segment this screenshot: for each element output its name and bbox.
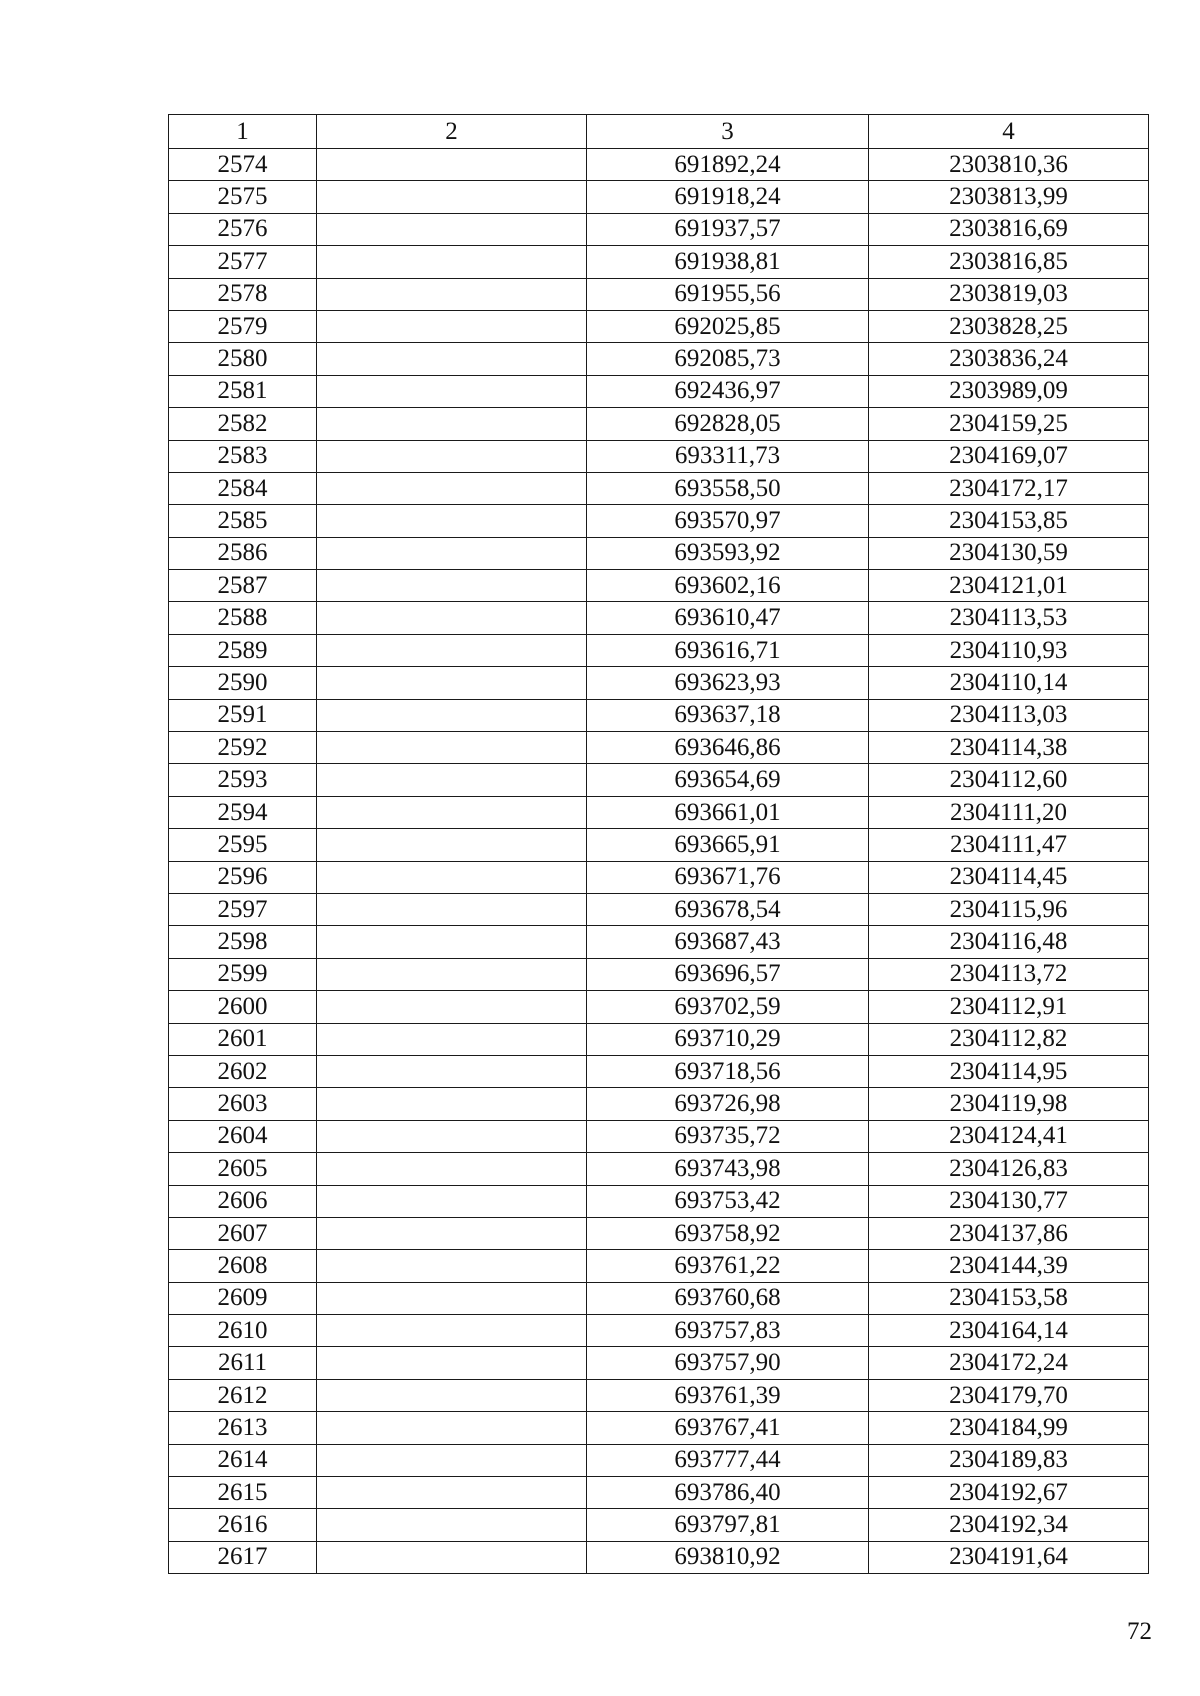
table-row: [169, 505, 1149, 537]
point-number-cell: 2574: [169, 149, 317, 181]
coordinate-y-cell: 2304126,83: [869, 1153, 1149, 1185]
coordinate-x-cell: 693761,22: [587, 1250, 869, 1282]
column-2-cell: [317, 1023, 587, 1055]
coordinate-x-cell: 693760,68: [587, 1282, 869, 1314]
coordinate-y-cell: 2304112,82: [869, 1023, 1149, 1055]
coordinate-x-cell: 693726,98: [587, 1088, 869, 1120]
column-2-cell: [317, 1347, 587, 1379]
column-2-cell: [317, 1185, 587, 1217]
table-row: [169, 634, 1149, 666]
point-number-cell: 2591: [169, 699, 317, 731]
point-number-cell: 2598: [169, 926, 317, 958]
coordinate-y-cell: 2303810,36: [869, 149, 1149, 181]
point-number-cell: 2589: [169, 634, 317, 666]
column-2-cell: [317, 764, 587, 796]
point-number-cell: 2585: [169, 505, 317, 537]
coordinate-y-cell: 2304184,99: [869, 1412, 1149, 1444]
coordinate-y-cell: 2303813,99: [869, 181, 1149, 213]
table-row: [169, 1250, 1149, 1282]
table-row: [169, 408, 1149, 440]
table-row: [169, 602, 1149, 634]
point-number-cell: 2614: [169, 1444, 317, 1476]
column-header-4: 4: [869, 115, 1149, 149]
coordinate-x-cell: 693786,40: [587, 1477, 869, 1509]
column-2-cell: [317, 278, 587, 310]
point-number-cell: 2613: [169, 1412, 317, 1444]
point-number-cell: 2615: [169, 1477, 317, 1509]
coordinate-y-cell: 2304192,34: [869, 1509, 1149, 1541]
point-number-cell: 2617: [169, 1541, 317, 1573]
coordinate-x-cell: 693743,98: [587, 1153, 869, 1185]
coordinate-y-cell: 2304114,38: [869, 732, 1149, 764]
coordinate-y-cell: 2304153,58: [869, 1282, 1149, 1314]
point-number-cell: 2580: [169, 343, 317, 375]
column-2-cell: [317, 537, 587, 569]
coordinate-y-cell: 2303819,03: [869, 278, 1149, 310]
table-body: [169, 149, 1149, 1574]
coordinate-y-cell: 2304159,25: [869, 408, 1149, 440]
point-number-cell: 2579: [169, 310, 317, 342]
column-header-3: 3: [587, 115, 869, 149]
point-number-cell: 2576: [169, 213, 317, 245]
point-number-cell: 2605: [169, 1153, 317, 1185]
coordinate-x-cell: 691938,81: [587, 246, 869, 278]
point-number-cell: 2594: [169, 796, 317, 828]
page-number: 72: [1127, 1618, 1152, 1645]
coordinate-x-cell: 693661,01: [587, 796, 869, 828]
table-row: [169, 861, 1149, 893]
coordinate-x-cell: 691937,57: [587, 213, 869, 245]
table-row: [169, 570, 1149, 602]
table-row: [169, 1282, 1149, 1314]
coordinate-x-cell: 693797,81: [587, 1509, 869, 1541]
table-row: [169, 1185, 1149, 1217]
point-number-cell: 2600: [169, 991, 317, 1023]
coordinate-y-cell: 2304113,72: [869, 958, 1149, 990]
table-row: [169, 181, 1149, 213]
point-number-cell: 2587: [169, 570, 317, 602]
table-row: [169, 926, 1149, 958]
column-header-2: 2: [317, 115, 587, 149]
column-2-cell: [317, 1379, 587, 1411]
coordinate-y-cell: 2304191,64: [869, 1541, 1149, 1573]
coordinate-x-cell: 693616,71: [587, 634, 869, 666]
coordinate-x-cell: 693665,91: [587, 829, 869, 861]
point-number-cell: 2581: [169, 375, 317, 407]
table-row: [169, 310, 1149, 342]
column-2-cell: [317, 1282, 587, 1314]
column-2-cell: [317, 991, 587, 1023]
column-2-cell: [317, 699, 587, 731]
coordinate-x-cell: 693702,59: [587, 991, 869, 1023]
table-row: [169, 1509, 1149, 1541]
column-2-cell: [317, 343, 587, 375]
column-2-cell: [317, 472, 587, 504]
column-2-cell: [317, 1217, 587, 1249]
coordinates-table: [168, 114, 1149, 1574]
coordinate-x-cell: 693757,83: [587, 1315, 869, 1347]
coordinate-x-cell: 693623,93: [587, 667, 869, 699]
table-row: [169, 1023, 1149, 1055]
column-2-cell: [317, 732, 587, 764]
table-row: [169, 537, 1149, 569]
table-row: [169, 1541, 1149, 1573]
point-number-cell: 2590: [169, 667, 317, 699]
point-number-cell: 2612: [169, 1379, 317, 1411]
point-number-cell: 2603: [169, 1088, 317, 1120]
coordinate-y-cell: 2304110,93: [869, 634, 1149, 666]
coordinate-y-cell: 2304130,59: [869, 537, 1149, 569]
table-row: [169, 958, 1149, 990]
coordinate-y-cell: 2304111,20: [869, 796, 1149, 828]
table-row: [169, 699, 1149, 731]
coordinate-x-cell: 693687,43: [587, 926, 869, 958]
column-2-cell: [317, 861, 587, 893]
point-number-cell: 2606: [169, 1185, 317, 1217]
point-number-cell: 2608: [169, 1250, 317, 1282]
table-row: [169, 1088, 1149, 1120]
coordinate-y-cell: 2304115,96: [869, 893, 1149, 925]
column-2-cell: [317, 958, 587, 990]
coordinate-x-cell: 693767,41: [587, 1412, 869, 1444]
coordinate-y-cell: 2304113,03: [869, 699, 1149, 731]
table-header-row: [169, 115, 1149, 149]
table-row: [169, 278, 1149, 310]
coordinate-x-cell: 693753,42: [587, 1185, 869, 1217]
point-number-cell: 2595: [169, 829, 317, 861]
point-number-cell: 2578: [169, 278, 317, 310]
column-2-cell: [317, 1055, 587, 1087]
column-2-cell: [317, 570, 587, 602]
coordinate-y-cell: 2304130,77: [869, 1185, 1149, 1217]
coordinate-x-cell: 693696,57: [587, 958, 869, 990]
table-row: [169, 667, 1149, 699]
table-row: [169, 213, 1149, 245]
coordinate-y-cell: 2303828,25: [869, 310, 1149, 342]
coordinate-x-cell: 692828,05: [587, 408, 869, 440]
coordinate-x-cell: 693654,69: [587, 764, 869, 796]
coordinate-y-cell: 2304111,47: [869, 829, 1149, 861]
point-number-cell: 2582: [169, 408, 317, 440]
point-number-cell: 2593: [169, 764, 317, 796]
coordinate-y-cell: 2304114,95: [869, 1055, 1149, 1087]
coordinate-y-cell: 2303816,69: [869, 213, 1149, 245]
table-row: [169, 893, 1149, 925]
coordinate-y-cell: 2304164,14: [869, 1315, 1149, 1347]
coordinate-x-cell: 693311,73: [587, 440, 869, 472]
table-row: [169, 1217, 1149, 1249]
column-2-cell: [317, 1088, 587, 1120]
coordinate-x-cell: 691918,24: [587, 181, 869, 213]
coordinate-y-cell: 2304179,70: [869, 1379, 1149, 1411]
coordinate-x-cell: 693810,92: [587, 1541, 869, 1573]
coordinate-x-cell: 692025,85: [587, 310, 869, 342]
point-number-cell: 2584: [169, 472, 317, 504]
coordinate-x-cell: 691892,24: [587, 149, 869, 181]
coordinate-y-cell: 2304137,86: [869, 1217, 1149, 1249]
point-number-cell: 2592: [169, 732, 317, 764]
coordinate-y-cell: 2304153,85: [869, 505, 1149, 537]
table-row: [169, 149, 1149, 181]
point-number-cell: 2604: [169, 1120, 317, 1152]
column-2-cell: [317, 893, 587, 925]
coordinate-x-cell: 693610,47: [587, 602, 869, 634]
coordinate-y-cell: 2304114,45: [869, 861, 1149, 893]
table-row: [169, 440, 1149, 472]
table-row: [169, 796, 1149, 828]
point-number-cell: 2586: [169, 537, 317, 569]
table-row: [169, 1120, 1149, 1152]
table-row: [169, 1477, 1149, 1509]
column-2-cell: [317, 926, 587, 958]
coordinate-y-cell: 2304172,24: [869, 1347, 1149, 1379]
table-row: [169, 472, 1149, 504]
point-number-cell: 2611: [169, 1347, 317, 1379]
column-2-cell: [317, 1509, 587, 1541]
table-row: [169, 246, 1149, 278]
coordinate-y-cell: 2304172,17: [869, 472, 1149, 504]
column-2-cell: [317, 1315, 587, 1347]
column-2-cell: [317, 602, 587, 634]
point-number-cell: 2597: [169, 893, 317, 925]
table-row: [169, 343, 1149, 375]
column-2-cell: [317, 149, 587, 181]
point-number-cell: 2599: [169, 958, 317, 990]
coordinate-x-cell: 693570,97: [587, 505, 869, 537]
coordinate-x-cell: 693757,90: [587, 1347, 869, 1379]
column-2-cell: [317, 310, 587, 342]
table-row: [169, 1315, 1149, 1347]
coordinate-y-cell: 2303836,24: [869, 343, 1149, 375]
point-number-cell: 2596: [169, 861, 317, 893]
coordinate-y-cell: 2304110,14: [869, 667, 1149, 699]
coordinate-y-cell: 2304144,39: [869, 1250, 1149, 1282]
table-row: [169, 1412, 1149, 1444]
point-number-cell: 2610: [169, 1315, 317, 1347]
coordinate-x-cell: 692436,97: [587, 375, 869, 407]
column-2-cell: [317, 213, 587, 245]
coordinate-x-cell: 693718,56: [587, 1055, 869, 1087]
column-2-cell: [317, 408, 587, 440]
column-2-cell: [317, 375, 587, 407]
coordinate-y-cell: 2303989,09: [869, 375, 1149, 407]
coordinate-x-cell: 693671,76: [587, 861, 869, 893]
table-row: [169, 1153, 1149, 1185]
coordinate-x-cell: 693558,50: [587, 472, 869, 504]
coordinate-x-cell: 691955,56: [587, 278, 869, 310]
coordinate-x-cell: 693710,29: [587, 1023, 869, 1055]
table-row: [169, 991, 1149, 1023]
coordinate-x-cell: 692085,73: [587, 343, 869, 375]
coordinate-x-cell: 693777,44: [587, 1444, 869, 1476]
table-row: [169, 1444, 1149, 1476]
coordinate-x-cell: 693678,54: [587, 893, 869, 925]
point-number-cell: 2616: [169, 1509, 317, 1541]
coordinate-x-cell: 693761,39: [587, 1379, 869, 1411]
point-number-cell: 2577: [169, 246, 317, 278]
point-number-cell: 2601: [169, 1023, 317, 1055]
coordinate-y-cell: 2304189,83: [869, 1444, 1149, 1476]
column-2-cell: [317, 505, 587, 537]
table-row: [169, 1055, 1149, 1087]
coordinate-y-cell: 2304112,60: [869, 764, 1149, 796]
coordinate-x-cell: 693646,86: [587, 732, 869, 764]
column-2-cell: [317, 1153, 587, 1185]
table-row: [169, 1347, 1149, 1379]
point-number-cell: 2607: [169, 1217, 317, 1249]
point-number-cell: 2609: [169, 1282, 317, 1314]
column-2-cell: [317, 1444, 587, 1476]
coordinate-y-cell: 2304119,98: [869, 1088, 1149, 1120]
column-2-cell: [317, 440, 587, 472]
column-2-cell: [317, 667, 587, 699]
column-2-cell: [317, 181, 587, 213]
coordinate-x-cell: 693637,18: [587, 699, 869, 731]
coordinate-x-cell: 693758,92: [587, 1217, 869, 1249]
coordinate-y-cell: 2304113,53: [869, 602, 1149, 634]
coordinate-x-cell: 693735,72: [587, 1120, 869, 1152]
column-2-cell: [317, 634, 587, 666]
column-2-cell: [317, 246, 587, 278]
coordinate-y-cell: 2304121,01: [869, 570, 1149, 602]
table-row: [169, 375, 1149, 407]
point-number-cell: 2583: [169, 440, 317, 472]
coordinate-x-cell: 693593,92: [587, 537, 869, 569]
column-2-cell: [317, 1120, 587, 1152]
coordinate-y-cell: 2304124,41: [869, 1120, 1149, 1152]
column-2-cell: [317, 829, 587, 861]
table-row: [169, 732, 1149, 764]
column-2-cell: [317, 1477, 587, 1509]
coordinate-y-cell: 2303816,85: [869, 246, 1149, 278]
table-row: [169, 764, 1149, 796]
table-row: [169, 1379, 1149, 1411]
coordinate-y-cell: 2304192,67: [869, 1477, 1149, 1509]
coordinate-y-cell: 2304116,48: [869, 926, 1149, 958]
point-number-cell: 2602: [169, 1055, 317, 1087]
table-row: [169, 829, 1149, 861]
coordinate-y-cell: 2304169,07: [869, 440, 1149, 472]
coordinate-y-cell: 2304112,91: [869, 991, 1149, 1023]
column-2-cell: [317, 796, 587, 828]
point-number-cell: 2575: [169, 181, 317, 213]
column-2-cell: [317, 1250, 587, 1282]
coordinate-x-cell: 693602,16: [587, 570, 869, 602]
column-2-cell: [317, 1541, 587, 1573]
column-2-cell: [317, 1412, 587, 1444]
column-header-1: 1: [169, 115, 317, 149]
point-number-cell: 2588: [169, 602, 317, 634]
